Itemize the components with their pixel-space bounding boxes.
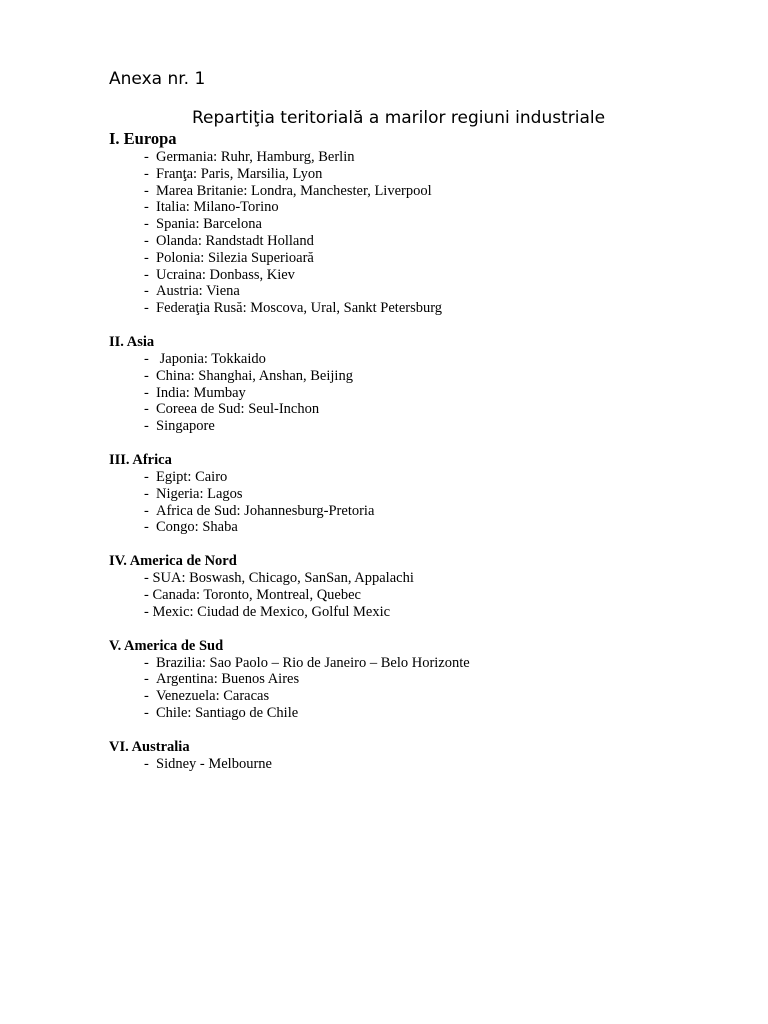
dash-marker: -	[144, 755, 149, 772]
list-item	[144, 166, 749, 183]
list-item	[144, 519, 749, 536]
list-item	[144, 283, 749, 300]
list-item-text: Marea Britanie: Londra, Manchester, Liverpool	[156, 182, 432, 199]
list-item	[144, 469, 749, 486]
list-item-text: Brazilia: Sao Paolo – Rio de Janeiro – Belo Horizonte	[156, 654, 470, 671]
region-africa	[109, 451, 749, 536]
list-item	[144, 756, 749, 773]
dash-marker: -	[144, 519, 149, 536]
document-title: Repartiţia teritorială a marilor regiuni industriale	[192, 108, 606, 128]
list-item-text: China: Shanghai, Anshan, Beijing	[156, 367, 353, 384]
dash-marker: -	[144, 367, 149, 384]
dash-marker: -	[144, 149, 149, 165]
list-item	[144, 503, 749, 520]
dash-marker: -	[144, 654, 149, 671]
list-item	[144, 199, 749, 216]
list-item-text: Spania: Barcelona	[156, 216, 262, 233]
dash-marker: -	[144, 671, 149, 688]
list-item	[144, 300, 749, 317]
dash-marker: -	[144, 418, 149, 435]
list-item-text: India: Mumbay	[156, 384, 246, 401]
dash-marker: -	[144, 182, 149, 199]
list-item-text: Mexic: Ciudad de Mexico, Golful Mexic	[152, 603, 391, 620]
list-item-text: Africa de Sud: Johannesburg-Pretoria	[156, 502, 375, 519]
region-heading: II. Asia	[109, 333, 155, 350]
list-item	[144, 655, 749, 672]
list-item	[144, 233, 749, 250]
dash-marker: -	[144, 502, 149, 519]
list-item-text: Egipt: Cairo	[156, 468, 228, 485]
list-item-text: Congo: Shaba	[156, 519, 238, 536]
region-items	[109, 756, 749, 773]
region-items	[109, 469, 749, 536]
list-item	[144, 351, 749, 368]
region-heading: V. America de Sud	[109, 637, 224, 654]
region-items	[109, 351, 749, 435]
region-america-de-nord	[109, 552, 749, 620]
list-item	[144, 604, 749, 621]
dash-marker: -	[144, 350, 149, 367]
list-item	[144, 368, 749, 385]
dash-marker: -	[144, 704, 149, 721]
list-item-text: Olanda: Randstadt Holland	[156, 232, 314, 249]
list-item	[144, 401, 749, 418]
list-item	[144, 705, 749, 722]
list-item	[144, 671, 749, 688]
dash-marker: -	[144, 249, 149, 266]
region-heading: IV. America de Nord	[109, 553, 237, 570]
region-items	[109, 149, 749, 317]
regions-list	[109, 129, 749, 773]
region-heading: I. Europa	[109, 129, 177, 148]
dash-marker: -	[144, 688, 149, 705]
dash-marker: -	[144, 468, 149, 485]
list-item-text: Ucraina: Donbass, Kiev	[156, 266, 295, 283]
dash-marker: -	[144, 232, 149, 249]
list-item	[144, 250, 749, 267]
region-australia	[109, 738, 749, 773]
list-item-text: Chile: Santiago de Chile	[156, 704, 299, 721]
list-item-text: Singapore	[156, 418, 215, 435]
list-item-text: Franţa: Paris, Marsilia, Lyon	[156, 165, 323, 182]
list-item	[144, 385, 749, 402]
list-item	[144, 418, 749, 435]
dash-marker: -	[144, 603, 149, 620]
dash-marker: -	[144, 570, 149, 587]
list-item-text: Germania: Ruhr, Hamburg, Berlin	[156, 149, 355, 165]
dash-marker: -	[144, 165, 149, 182]
list-item	[144, 688, 749, 705]
list-item-text: Coreea de Sud: Seul-Inchon	[156, 401, 320, 418]
dash-marker: -	[144, 283, 149, 300]
list-item	[144, 216, 749, 233]
dash-marker: -	[144, 266, 149, 283]
list-item	[144, 267, 749, 284]
dash-marker: -	[144, 401, 149, 418]
list-item	[144, 570, 749, 587]
region-heading: VI. Australia	[109, 738, 190, 755]
region-items	[109, 655, 749, 722]
region-america-de-sud	[109, 637, 749, 722]
dash-marker: -	[144, 384, 149, 401]
list-item-text: Austria: Viena	[156, 283, 240, 300]
region-items	[109, 570, 749, 620]
region-europa	[109, 129, 749, 317]
region-heading: III. Africa	[109, 451, 172, 468]
list-item-text: Japonia: Tokkaido	[156, 350, 266, 367]
list-item-text: Sidney - Melbourne	[156, 755, 272, 772]
list-item	[144, 587, 749, 604]
list-item-text: Argentina: Buenos Aires	[156, 671, 300, 688]
list-item	[144, 486, 749, 503]
dash-marker: -	[144, 300, 149, 317]
dash-marker: -	[144, 485, 149, 502]
list-item	[144, 183, 749, 200]
list-item-text: Polonia: Silezia Superioară	[156, 249, 314, 266]
list-item-text: Venezuela: Caracas	[156, 688, 270, 705]
list-item-text: Nigeria: Lagos	[156, 485, 243, 502]
dash-marker: -	[144, 216, 149, 233]
region-asia	[109, 333, 749, 435]
dash-marker: -	[144, 199, 149, 216]
dash-marker: -	[144, 586, 149, 603]
list-item	[144, 149, 749, 166]
list-item-text: Italia: Milano-Torino	[156, 199, 279, 216]
list-item-text: Federaţia Rusă: Moscova, Ural, Sankt Petersburg	[156, 300, 443, 317]
list-item-text: SUA: Boswash, Chicago, SanSan, Appalachi	[152, 570, 414, 587]
list-item-text: Canada: Toronto, Montreal, Quebec	[152, 586, 361, 603]
annex-label: Anexa nr. 1	[109, 69, 206, 89]
